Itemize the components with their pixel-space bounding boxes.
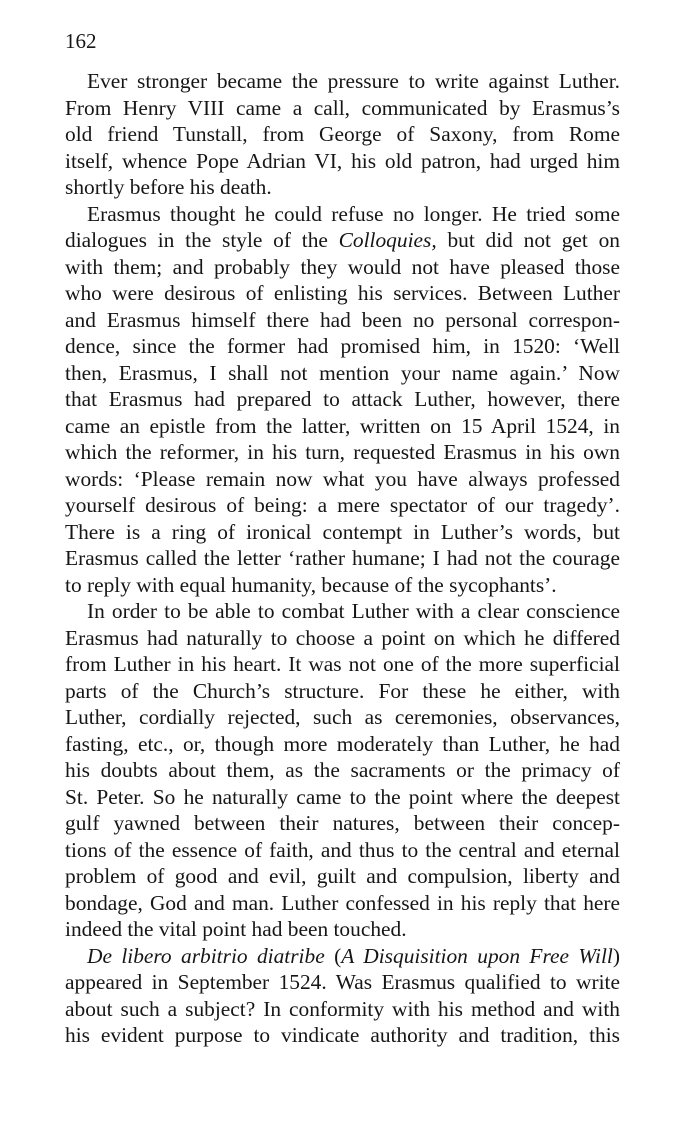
text-run: which the reformer, in his turn, requested Erasmus in his own [65,440,620,464]
text-line [65,68,620,95]
text-line [65,95,620,122]
text-run: appeared in September 1524. Was Erasmus qualified to write [65,970,620,994]
text-run: old friend Tunstall, from George of Saxony, from Rome [65,122,620,146]
text-run: who were desirous of enlisting his services. Between Luther [65,281,620,305]
text-line [65,386,620,413]
text-line [65,227,620,254]
text-line [65,174,620,201]
text-run: his doubts about them, as the sacraments or the primacy of [65,758,620,782]
text-line [65,466,620,493]
text-line [65,148,620,175]
text-line [65,863,620,890]
paragraph [65,943,620,1049]
text-run: bondage, God and man. Luther confessed in his reply that here [65,890,620,915]
text-run: that Erasmus had prepared to attack Luther, however, there [65,387,620,411]
text-run: his evident purpose to vindicate authority and tradition, this [65,1023,620,1047]
text-line [65,360,620,387]
text-line [65,678,620,705]
text-line [65,439,620,466]
text-line [65,704,620,731]
text-line [65,1022,620,1049]
text-line [65,625,620,652]
text-line [65,254,620,281]
text-line [65,890,620,917]
italic-text: A Disquisition upon Free Will [341,943,613,968]
text-run: with them; and probably they would not have pleased those [65,254,620,279]
text-line [65,492,620,519]
text-line [65,969,620,996]
text-run: Erasmus thought he could refuse no longer. He tried some [87,201,620,226]
text-run: There is a ring of ironical contempt in Luther’s words, but [65,519,620,544]
text-run: indeed the vital point had been touched. [65,917,407,941]
page-number: 162 [65,29,97,53]
text-run: and Erasmus himself there had been no personal correspon- [65,307,620,332]
text-line [65,837,620,864]
text-run: yourself desirous of being: a mere spectator of our tragedy’. [65,493,620,517]
body-text [65,68,620,1049]
text-run: about such a subject? In conformity with his method and with [65,996,620,1021]
text-run: parts of the Church’s structure. For these he either, with [65,678,620,703]
text-run: tions of the essence of faith, and thus to the central and eternal [65,837,620,862]
text-run: itself, whence Pope Adrian VI, his old patron, had urged him [65,148,620,173]
text-run: Erasmus called the letter ‘rather humane; I had not the courage [65,546,620,570]
text-line [65,280,620,307]
text-run: Luther, cordially rejected, such as ceremonies, observances, [65,705,620,729]
text-line [65,333,620,360]
text-line [65,810,620,837]
text-line [65,757,620,784]
text-run: fasting, etc., or, though more moderately than Luther, he had [65,731,620,756]
text-line [65,201,620,228]
text-run: from Luther in his heart. It was not one of the more superficial [65,652,620,676]
italic-text: Colloquies, [338,228,437,252]
text-line [65,598,620,625]
text-line [65,545,620,572]
text-run: came an epistle from the latter, written on 15 April 1524, in [65,413,620,438]
text-run: problem of good and evil, guilt and compulsion, liberty and [65,864,620,888]
text-run: ) [612,943,620,968]
text-line [65,307,620,334]
text-run: shortly before his death. [65,175,272,199]
book-page [65,28,620,1049]
text-run: gulf yawned between their natures, between their concep- [65,811,620,835]
text-run: but did not get on [436,228,620,252]
text-run: words: ‘Please remain now what you have always professed [65,466,620,491]
paragraph [65,68,620,201]
text-run: From Henry VIII came a call, communicated by Erasmus’s [65,95,620,120]
text-run: ( [324,943,342,968]
text-line [65,413,620,440]
text-run: dialogues in the style of the [65,228,339,252]
italic-text: De libero arbitrio diatribe [87,943,325,968]
text-line [65,916,620,943]
text-run: to reply with equal humanity, because of the sycophants’. [65,572,557,597]
text-run: dence, since the former had promised him, in 1520: ‘Well [65,334,620,358]
text-run: St. Peter. So he naturally came to the point where the deepest [65,784,620,809]
text-line [65,121,620,148]
text-line [65,519,620,546]
text-run: In order to be able to combat Luther with a clear conscience [87,599,620,623]
text-line [65,651,620,678]
text-run: Ever stronger became the pressure to write against Luther. [87,69,620,93]
text-line [65,572,620,599]
text-run: then, Erasmus, I shall not mention your name again.’ Now [65,360,620,385]
text-line [65,784,620,811]
text-line [65,943,620,970]
text-line [65,731,620,758]
text-run: Erasmus had naturally to choose a point on which he differed [65,625,620,650]
paragraph [65,598,620,943]
text-line [65,996,620,1023]
paragraph [65,201,620,599]
